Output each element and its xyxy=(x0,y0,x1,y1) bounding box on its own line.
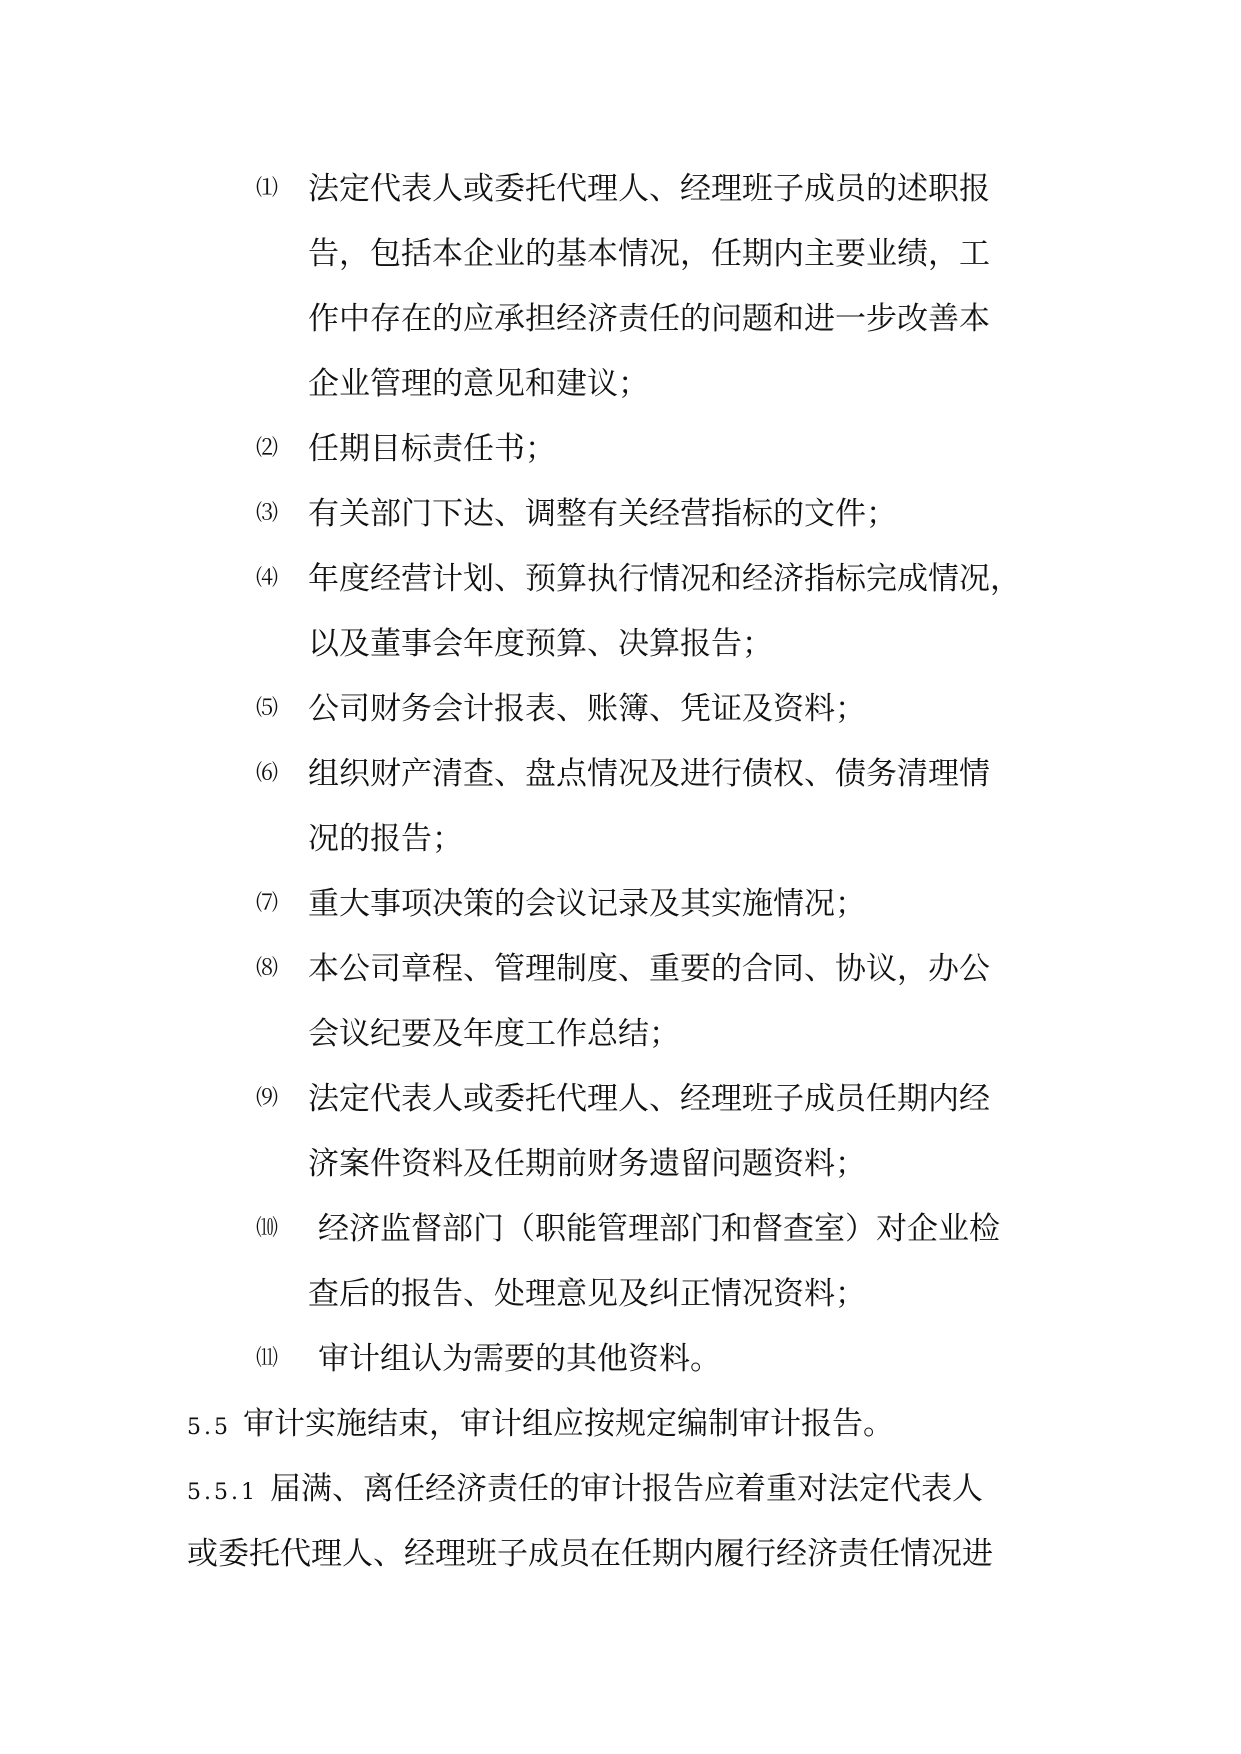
item-text-line: 有关部门下达、调整有关经营指标的文件； xyxy=(308,496,897,532)
item-number: ⑽ xyxy=(256,1216,279,1241)
item-text-line: 年度经营计划、预算执行情况和经济指标完成情况， xyxy=(308,561,1021,597)
section-first-line xyxy=(187,1469,983,1509)
section-number: 5.5.1 xyxy=(187,1480,258,1505)
item-text-line: 法定代表人或委托代理人、经理班子成员的述职报 xyxy=(308,171,990,207)
item-text-line: 济案件资料及任期前财务遗留问题资料； xyxy=(308,1146,866,1182)
item-number: ⑶ xyxy=(256,501,279,526)
item-text-line: 重大事项决策的会议记录及其实施情况； xyxy=(308,886,866,922)
item-number: ⑷ xyxy=(256,566,279,591)
section-text: 届满、离任经济责任的审计报告应着重对法定代表人 xyxy=(269,1471,983,1507)
item-text-line: 查后的报告、处理意见及纠正情况资料； xyxy=(308,1276,866,1312)
section-text-line: 或委托代理人、经理班子成员在任期内履行经济责任情况进 xyxy=(187,1536,993,1572)
item-number: ⑵ xyxy=(256,436,279,461)
item-text-line: 况的报告； xyxy=(308,821,463,857)
item-text-line: 告，包括本企业的基本情况，任期内主要业绩，工 xyxy=(308,236,990,272)
item-number: ⑼ xyxy=(256,1086,279,1111)
item-text-line: 法定代表人或委托代理人、经理班子成员任期内经 xyxy=(308,1081,990,1117)
item-number: ⑸ xyxy=(256,696,279,721)
item-text-line: 任期目标责任书； xyxy=(308,431,556,467)
item-text-line: 会议纪要及年度工作总结； xyxy=(308,1016,680,1052)
section-5-5 xyxy=(187,1404,894,1444)
section-number: 5.5 xyxy=(187,1415,231,1440)
item-number: ⑴ xyxy=(256,176,279,201)
item-number: ⑾ xyxy=(256,1346,279,1371)
item-text-line: 组织财产清查、盘点情况及进行债权、债务清理情 xyxy=(308,756,990,792)
item-number: ⑺ xyxy=(256,891,279,916)
item-text-line: 审计组认为需要的其他资料。 xyxy=(318,1341,721,1377)
item-number: ⑹ xyxy=(256,761,279,786)
item-text-line: 本公司章程、管理制度、重要的合同、协议，办公 xyxy=(308,951,990,987)
item-text-line: 企业管理的意见和建议； xyxy=(308,366,649,402)
item-text-line: 作中存在的应承担经济责任的问题和进一步改善本 xyxy=(308,301,990,337)
item-text-line: 经济监督部门（职能管理部门和督查室）对企业检 xyxy=(318,1211,1000,1247)
section-text: 审计实施结束，审计组应按规定编制审计报告。 xyxy=(243,1406,894,1442)
item-number: ⑻ xyxy=(256,956,279,981)
item-text-line: 以及董事会年度预算、决算报告； xyxy=(308,626,773,662)
item-text-line: 公司财务会计报表、账簿、凭证及资料； xyxy=(308,691,866,727)
